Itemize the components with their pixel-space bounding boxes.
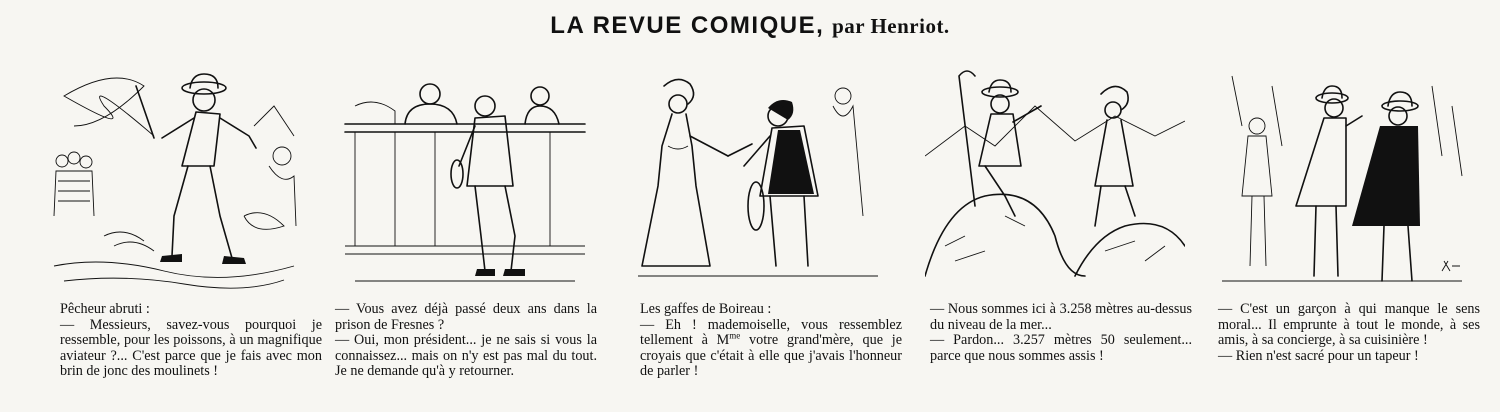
caption-5-line-1: — C'est un garçon à qui manque le sens moral... Il emprunte à tout le monde, à ses amis, à sa concierge, à sa cuisinière ! — [1218, 301, 1480, 349]
caption-1 — [60, 302, 322, 380]
cartoon-panel-5 — [1212, 66, 1472, 296]
caption-3 — [640, 302, 902, 380]
caption-4 — [930, 302, 1192, 364]
page-title — [0, 12, 1500, 40]
courtroom-drawing — [335, 66, 595, 296]
cartoon-panel-4 — [925, 66, 1185, 296]
caption-5 — [1218, 302, 1480, 364]
caption-2 — [335, 302, 597, 380]
caption-3-text-a: — Eh ! mademoiselle, vous ressemblez tellement à M — [640, 316, 902, 349]
title-main: LA REVUE COMIQUE, — [550, 12, 825, 39]
caption-3-sup: me — [729, 330, 741, 341]
cartoon-panel-2 — [335, 66, 595, 296]
fisherman-drawing — [44, 66, 304, 296]
tapeur-drawing — [1212, 66, 1472, 296]
caption-3-intro: Les gaffes de Boireau : — [640, 301, 772, 317]
caption-4-line-1: — Nous sommes ici à 3.258 mètres au-dessus du niveau de la mer... — [930, 301, 1192, 333]
caption-1-intro: Pêcheur abruti : — [60, 301, 150, 317]
caption-2-line-2: — Oui, mon président... je ne sais si vous la connaissez... mais on n'y est pas mal du tout. Je ne demande qu'à y retourner. — [335, 332, 597, 380]
caption-3-line-1 — [640, 318, 902, 380]
mountain-drawing — [925, 66, 1185, 296]
cartoon-panel-1 — [44, 66, 304, 296]
caption-5-line-2: — Rien n'est sacré pour un tapeur ! — [1218, 347, 1419, 364]
title-byline: par Henriot. — [832, 14, 950, 38]
caption-3-text-b: votre grand'mère, que je croyais que c'était à elle que j'avais l'honneur de parler ! — [640, 332, 903, 380]
boireau-drawing — [628, 66, 888, 296]
cartoon-panel-3 — [628, 66, 888, 296]
caption-2-line-1: — Vous avez déjà passé deux ans dans la prison de Fresnes ? — [335, 301, 597, 333]
caption-4-line-2: — Pardon... 3.257 mètres 50 seulement... parce que nous sommes assis ! — [930, 332, 1192, 364]
caption-1-line-1: — Messieurs, savez-vous pourquoi je ressemble, pour les poissons, à un magnifique aviateur ?... C'est parce que je fais avec mon brin de jonc des moulinets ! — [60, 316, 322, 380]
